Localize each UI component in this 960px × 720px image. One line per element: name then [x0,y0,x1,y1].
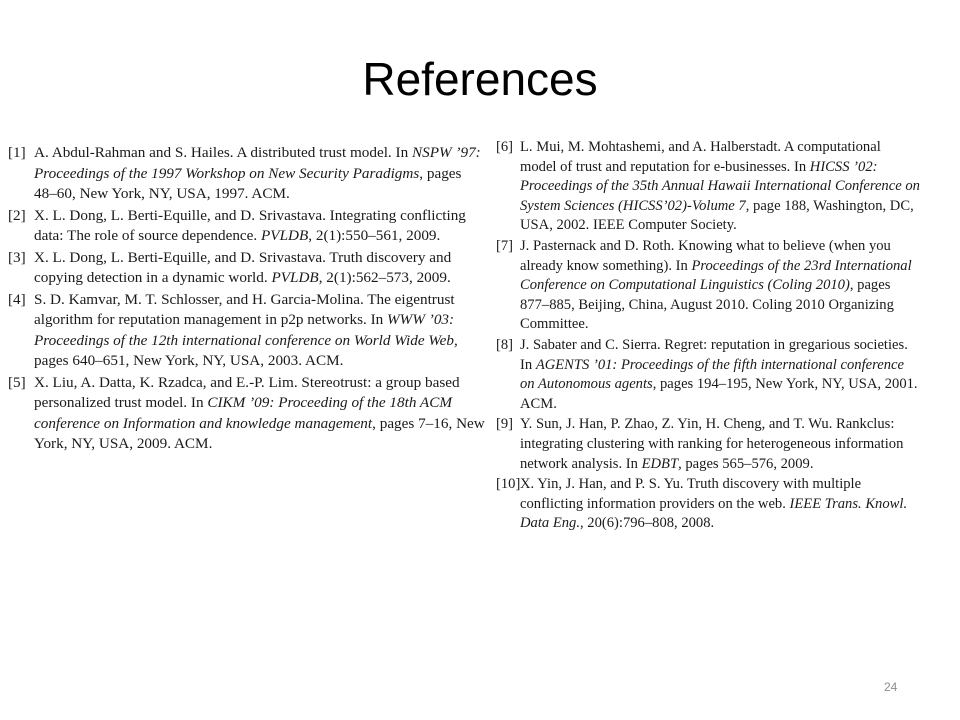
reference-details: , pages 877–885, Beijing, China, August 2010. Coling 2010 Organizing Committee. [520,277,894,333]
reference-text [520,237,920,335]
reference-details: , pages 48–60, New York, NY, USA, 1997. ACM. [34,164,462,202]
reference-number: [8] [496,336,514,353]
reference-entry [496,138,920,236]
reference-text [34,248,486,289]
reference-number: [1] [8,144,26,161]
reference-number: [6] [496,139,514,155]
reference-text [520,138,920,236]
reference-authors-title: Y. Sun, J. Han, P. Zhao, Z. Yin, H. Cheng, and T. Wu. Rankclus: integrating clustering with ranking for heterogeneous information network analysis. In [520,416,904,472]
reference-venue: AGENTS ’01: Proceedings of the fifth international conference on Autonomous agents [520,356,904,393]
reference-details: , 20(6):796–808, 2008. [580,515,715,532]
reference-details: , pages 7–16, New York, NY, USA, 2009. ACM. [34,414,485,452]
reference-number: [3] [8,248,26,266]
reference-details: , pages 640–651, New York, NY, USA, 2003. ACM. [34,331,458,369]
references-left-column [8,143,486,456]
reference-venue: PVLDB [271,269,319,286]
reference-text [34,143,486,205]
reference-text [34,206,486,247]
reference-venue: NSPW ’97: Proceedings of the 1997 Workshop on New Security Paradigms [34,144,481,182]
reference-authors-title: A. Abdul-Rahman and S. Hailes. A distributed trust model. In [34,144,412,161]
reference-venue: EDBT [641,455,679,472]
reference-text [520,415,920,474]
references-right-column [496,138,920,535]
reference-text [520,475,920,534]
reference-venue: Proceedings of the 23rd International Conference on Computational Linguistics (Coling 2010) [520,257,912,294]
reference-authors-title: L. Mui, M. Mohtashemi, and A. Halberstadt. A computational model of trust and reputation for e-businesses. In [520,139,881,175]
reference-entry [496,237,920,335]
reference-entry [496,475,920,534]
page-number: 24 [884,680,898,694]
reference-authors-title: X. L. Dong, L. Berti-Equille, and D. Srivastava. Integrating conflicting data: The role of source dependence. [34,206,466,244]
reference-venue: WWW ’03: Proceedings of the 12th international conference on World Wide Web [34,311,455,349]
reference-authors-title: X. L. Dong, L. Berti-Equille, and D. Srivastava. Truth discovery and copying detection in a dynamic world. [34,248,452,286]
reference-details: , 2(1):562–573, 2009. [318,269,451,286]
reference-details: , 2(1):550–561, 2009. [308,227,441,244]
reference-text [34,290,486,372]
reference-entry [8,206,486,247]
reference-entry [8,143,486,205]
slide-title: References [362,53,598,105]
reference-entry [8,373,486,455]
reference-venue: PVLDB [261,227,309,244]
reference-venue: CIKM ’09: Proceeding of the 18th ACM conference on Information and knowledge management [34,394,452,432]
reference-authors-title: X. Liu, A. Datta, K. Rzadca, and E.-P. Lim. Stereotrust: a group based personalized trust model. In [34,373,460,411]
reference-details: , pages 565–576, 2009. [678,455,814,472]
reference-text [34,373,486,455]
reference-venue: IEEE Trans. Knowl. Data Eng. [520,495,908,532]
reference-number: [7] [496,237,514,254]
reference-text [520,336,920,414]
reference-details: , pages 194–195, New York, NY, USA, 2001. ACM. [520,376,918,412]
reference-entry [496,336,920,414]
reference-authors-title: X. Yin, J. Han, and P. S. Yu. Truth discovery with multiple conflicting information providers on the web. [520,476,862,512]
reference-authors-title: J. Sabater and C. Sierra. Regret: reputation in gregarious societies. In [520,336,908,373]
reference-number: [5] [8,373,26,391]
reference-authors-title: S. D. Kamvar, M. T. Schlosser, and H. Garcia-Molina. The eigentrust algorithm for reputation management in p2p networks. In [34,290,455,328]
reference-entry [496,415,920,474]
reference-details: , page 188, Washington, DC, USA, 2002. IEEE Computer Society. [520,197,914,234]
reference-number: [10] [496,476,521,493]
reference-number: [4] [8,290,26,308]
reference-venue: HICSS ’02: Proceedings of the 35th Annual Hawaii International Conference on System Sciences (HICSS’02)-Volume 7 [520,158,920,214]
reference-entry [8,290,486,372]
reference-authors-title: J. Pasternack and D. Roth. Knowing what to believe (when you already know something). In [520,237,891,274]
reference-number: [2] [8,206,26,224]
reference-number: [9] [496,416,514,433]
reference-entry [8,248,486,289]
